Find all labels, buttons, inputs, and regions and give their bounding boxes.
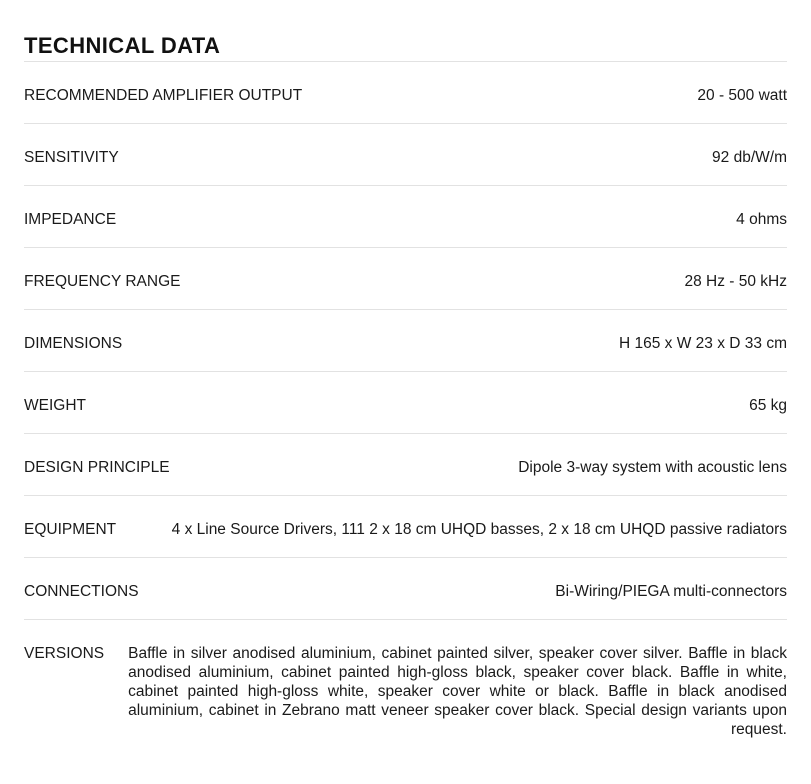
spec-label: RECOMMENDED AMPLIFIER OUTPUT bbox=[24, 87, 303, 104]
spec-value: 20 - 500 watt bbox=[697, 87, 787, 104]
spec-label: DESIGN PRINCIPLE bbox=[24, 459, 170, 476]
spec-value: H 165 x W 23 x D 33 cm bbox=[619, 335, 787, 352]
spec-value: 28 Hz - 50 kHz bbox=[684, 273, 787, 290]
spec-label: VERSIONS bbox=[24, 645, 105, 662]
spec-label: WEIGHT bbox=[24, 397, 86, 414]
spec-label: IMPEDANCE bbox=[24, 211, 117, 228]
spec-value: Bi-Wiring/PIEGA multi-connectors bbox=[555, 583, 787, 600]
spec-label: CONNECTIONS bbox=[24, 583, 139, 600]
spec-row-versions bbox=[24, 620, 787, 739]
spec-row-impedance bbox=[24, 186, 787, 248]
spec-label: EQUIPMENT bbox=[24, 521, 117, 538]
spec-value: Dipole 3-way system with acoustic lens bbox=[518, 459, 787, 476]
spec-value: 4 x Line Source Drivers, 111 2 x 18 cm UHQD basses, 2 x 18 cm UHQD passive radiators bbox=[171, 521, 787, 538]
spec-value: Baffle in silver anodised aluminium, cabinet painted silver, speaker cover silver. Baffle in black anodised aluminium, cabinet painted high-gloss black, speaker cover black. Baffle in white, cabinet painted high-gloss white, speaker cover white or black. Baffle in black anodised aluminium, cabinet in Zebrano matt veneer speaker cover black. Special design variants upon request. bbox=[128, 645, 787, 738]
spec-table bbox=[24, 61, 787, 739]
spec-row-amplifier-output bbox=[24, 62, 787, 124]
spec-row-frequency-range bbox=[24, 248, 787, 310]
spec-row-dimensions bbox=[24, 310, 787, 372]
spec-row-equipment bbox=[24, 496, 787, 558]
spec-label: SENSITIVITY bbox=[24, 149, 119, 166]
spec-row-sensitivity bbox=[24, 124, 787, 186]
spec-value: 92 db/W/m bbox=[712, 149, 787, 166]
spec-label: FREQUENCY RANGE bbox=[24, 273, 181, 290]
spec-row-design-principle bbox=[24, 434, 787, 496]
technical-data-section bbox=[24, 0, 787, 739]
spec-value: 4 ohms bbox=[736, 211, 787, 228]
page-title: TECHNICAL DATA bbox=[24, 33, 221, 58]
spec-value: 65 kg bbox=[749, 397, 787, 414]
spec-label: DIMENSIONS bbox=[24, 335, 123, 352]
spec-row-weight bbox=[24, 372, 787, 434]
spec-row-connections bbox=[24, 558, 787, 620]
